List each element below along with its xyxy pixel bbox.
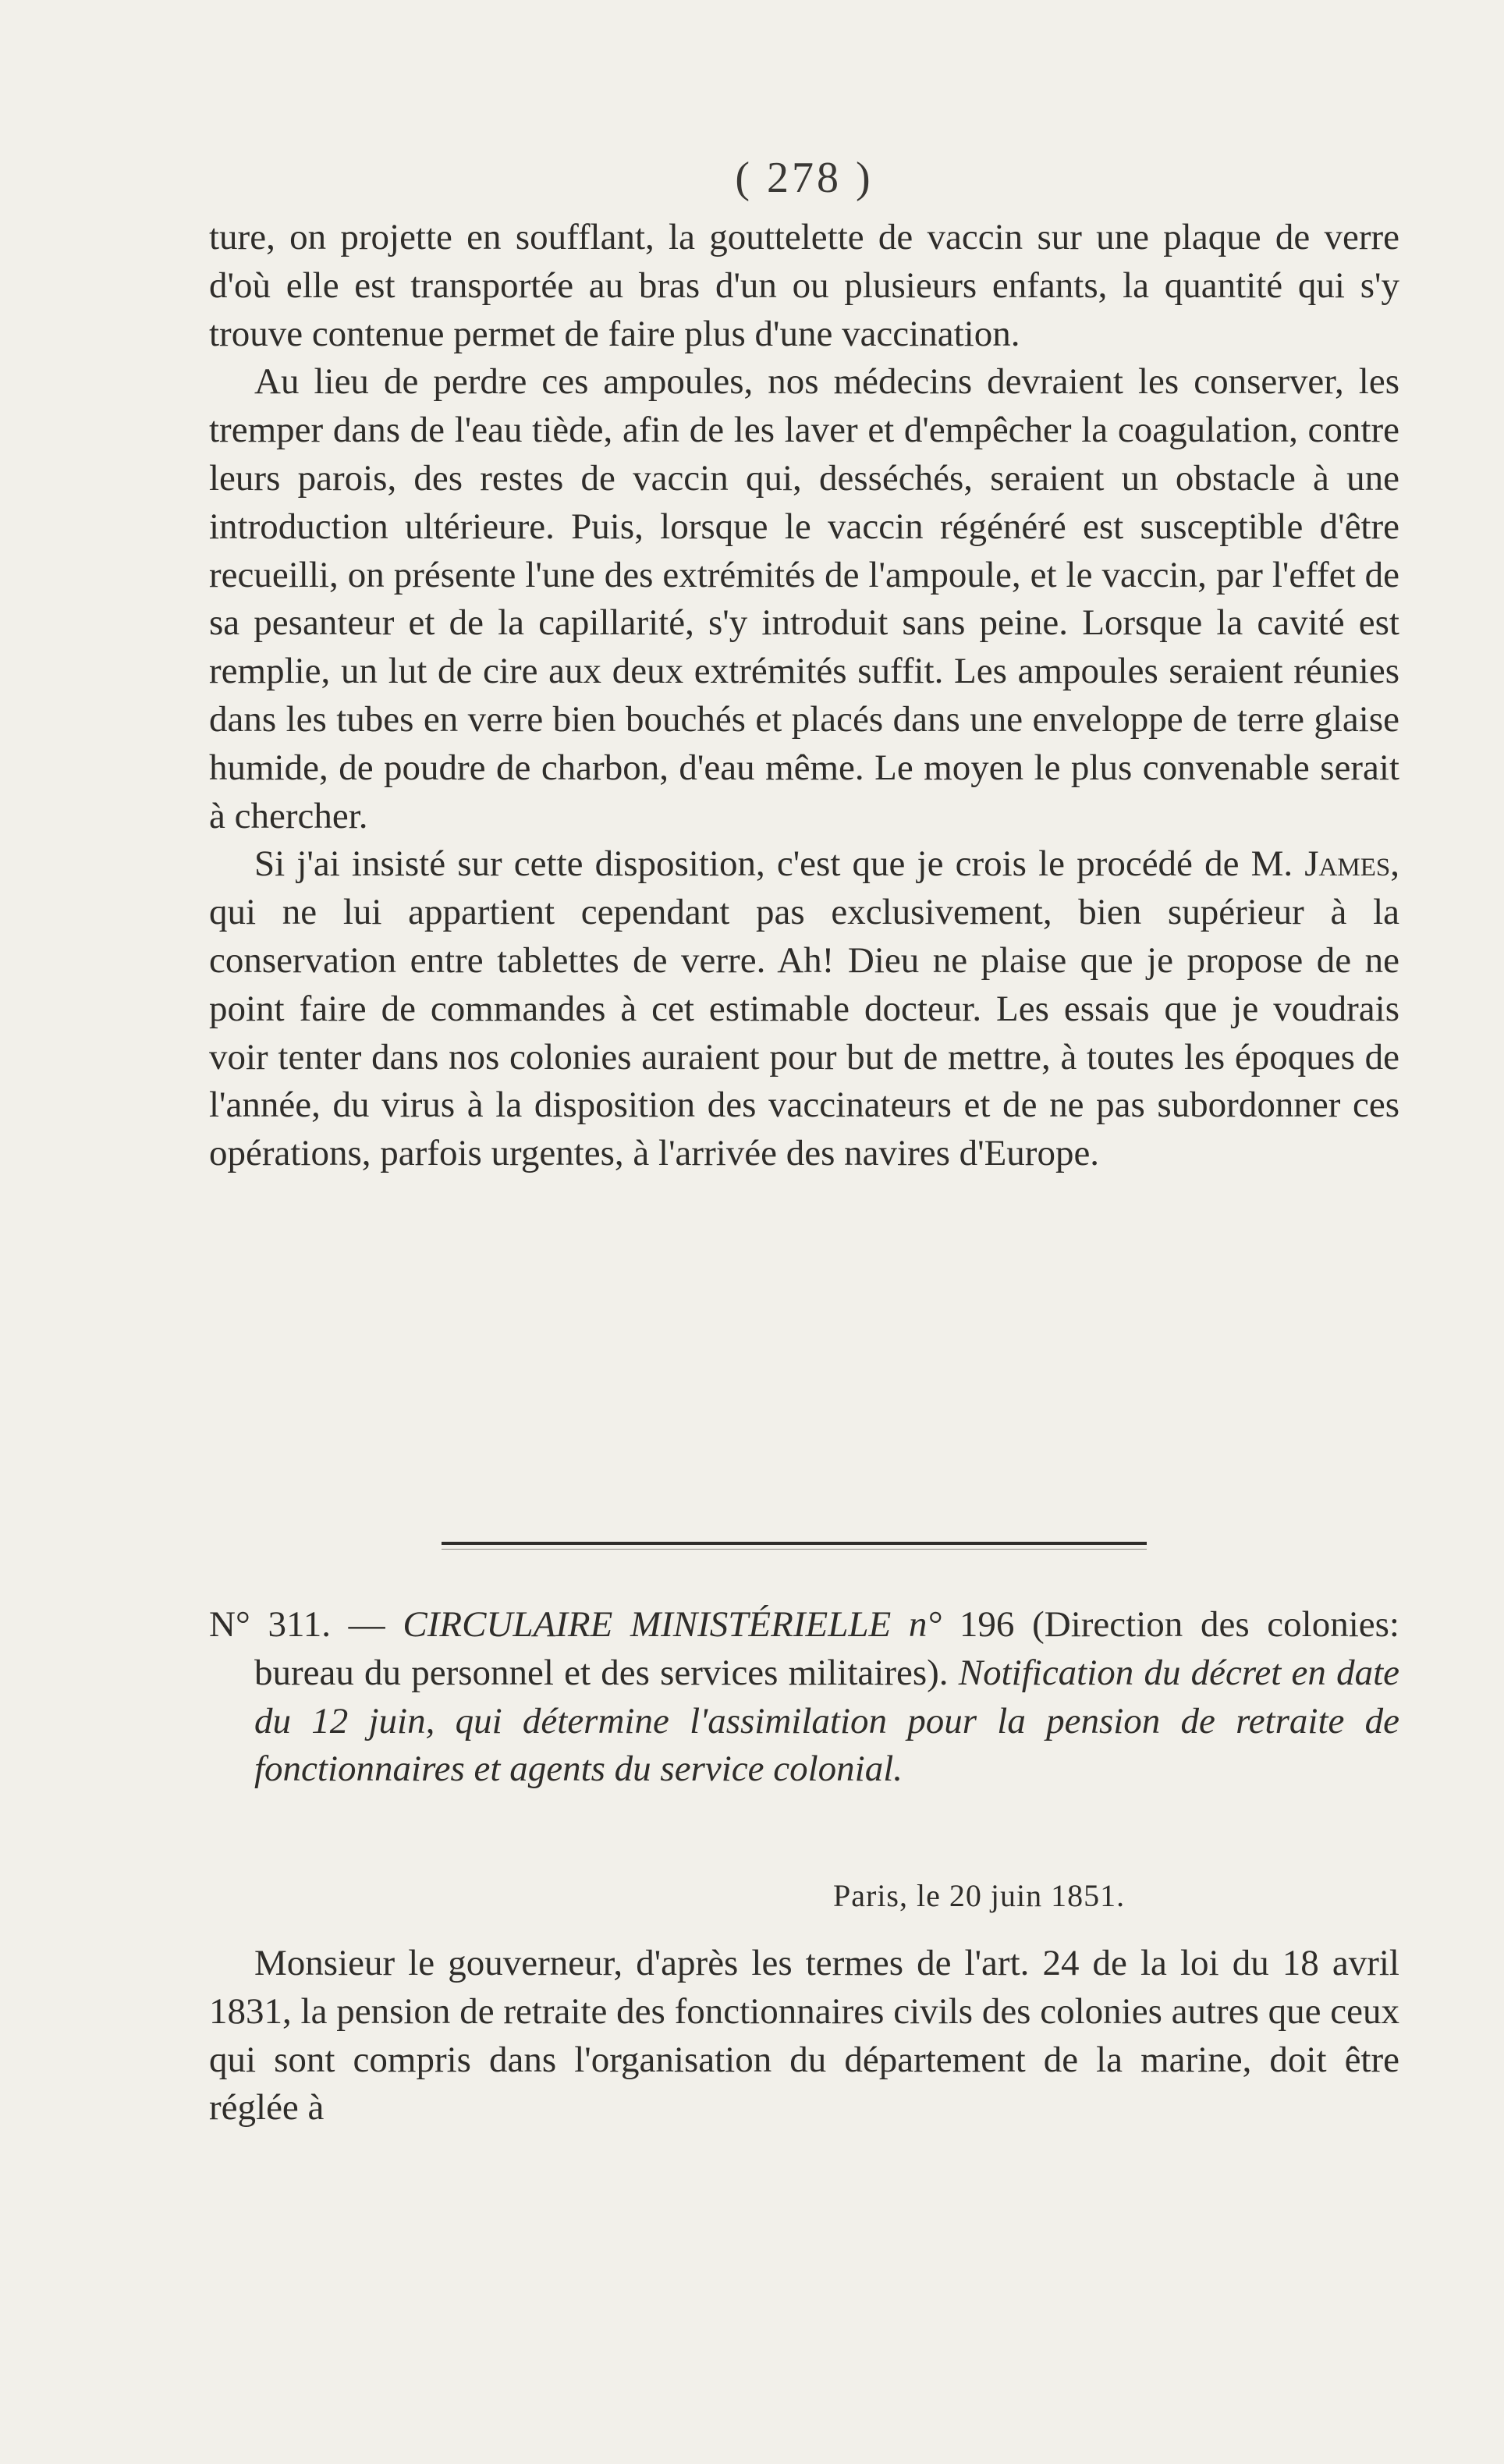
circular-title: CIRCULAIRE MINISTÉRIELLE n°	[403, 1604, 960, 1645]
paragraph-james	[209, 840, 1399, 1178]
circular-title-number: 196	[959, 1604, 1015, 1645]
page-number: ( 278 )	[735, 154, 874, 202]
letter-paragraph: Monsieur le gouverneur, d'après les termes de l'art. 24 de la loi du 18 avril 1831, la pension de retraite des fonctionnaires civils des colonies autres que ceux qui sont compris dans l'organisation du département de la marine, doit être réglée à	[209, 1943, 1399, 2128]
circular-direction: (Direction des colonies: bureau du personnel et des services militaires).	[254, 1604, 1399, 1693]
section-divider-thick	[442, 1542, 1147, 1545]
paragraph-james-start: Si j'ai insisté sur cette disposition, c'est que je crois le procédé de M.	[254, 843, 1305, 885]
paragraph-james-end: , qui ne lui appartient cependant pas exclusivement, bien supérieur à la conservation entre tablettes de verre. Ah! Dieu ne plaise que je propose de ne point faire de commandes à cet estimable docteur. Les essais que je voudrais voir tenter dans nos colonies auraient pour but de mettre, à toutes les époques de l'année, du virus à la disposition des vaccinateurs et de ne pas subordonner ces opérations, parfois urgentes, à l'arrivée des navires d'Europe.	[209, 843, 1399, 1174]
letter-text-block	[209, 1940, 1399, 2132]
circular-number: N° 311.	[209, 1604, 331, 1645]
vaccine-text-block	[209, 214, 1399, 1178]
dateline: Paris, le 20 juin 1851.	[833, 1878, 1126, 1913]
author-name-james: James	[1304, 843, 1391, 885]
paragraph-continuation: ture, on projette en soufflant, la gouttelette de vaccin sur une plaque de verre d'où elle est transportée au bras d'un ou plusieurs enfants, la quantité qui s'y trouve contenue permet de faire plus d'une vaccination.	[209, 217, 1399, 354]
circular-summary: Notification du décret en date du 12 juin, qui détermine l'assimilation pour la pension de retraite de fonctionnaires et agents du service colonial.	[254, 1652, 1399, 1790]
circular-heading-text	[209, 1601, 1399, 1794]
paragraph-ampoules: Au lieu de perdre ces ampoules, nos médecins devraient les conserver, les tremper dans de l'eau tiède, afin de les laver et d'empêcher la coagulation, contre leurs parois, des restes de vaccin qui, desséchés, seraient un obstacle à une introduction ultérieure. Puis, lorsque le vaccin régénéré est susceptible d'être recueilli, on présente l'une des extrémités de l'ampoule, et le vaccin, par l'effet de sa pesanteur et de la capillarité, s'y introduit sans peine. Lorsque la cavité est remplie, un lut de cire aux deux extrémités suffit. Les ampoules seraient réunies dans les tubes en verre bien bouchés et placés dans une enveloppe de terre glaise humide, de poudre de charbon, d'eau même. Le moyen le plus convenable serait à chercher.	[209, 361, 1399, 836]
section-divider-thin	[442, 1549, 1147, 1550]
circular-heading	[209, 1601, 1399, 1794]
circular-dash: —	[330, 1604, 403, 1645]
